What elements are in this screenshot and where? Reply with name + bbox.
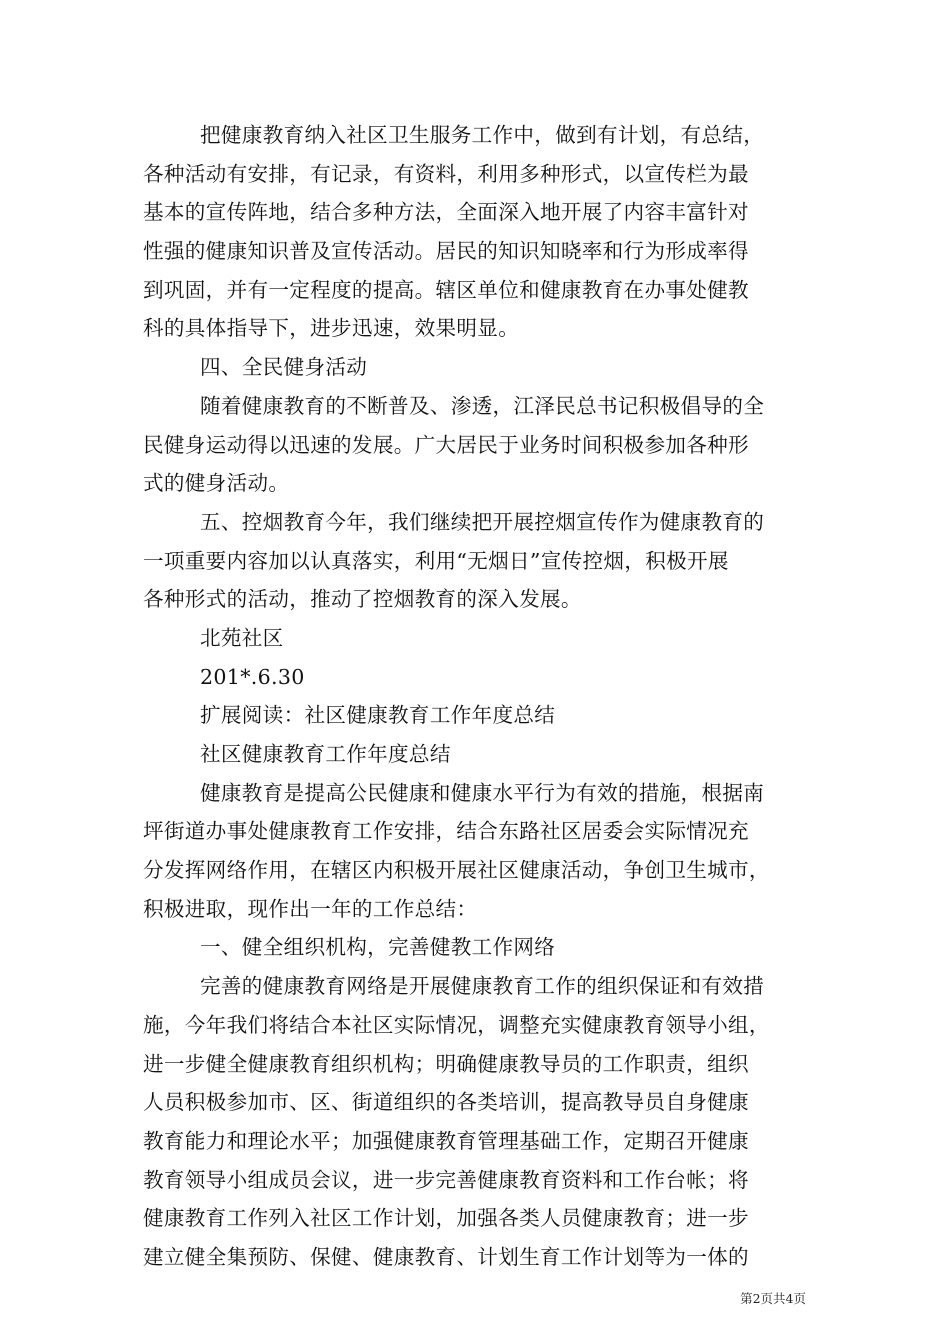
text-line: 进一步健全健康教育组织机构；明确健康教导员的工作职责，组织 xyxy=(143,1051,749,1076)
text-line: 一项重要内容加以认真落实，利用“无烟日”宣传控烟，积极开展 xyxy=(143,548,729,573)
document-body xyxy=(143,116,815,1277)
text-line: 五、控烟教育今年，我们继续把开展控烟宣传作为健康教育的 xyxy=(200,509,765,534)
text-line: 科的具体指导下，进步迅速，效果明显。 xyxy=(143,316,520,341)
text-line: 各种形式的活动，推动了控烟教育的深入发展。 xyxy=(143,587,582,612)
text-line: 完善的健康教育网络是开展健康教育工作的组织保证和有效措 xyxy=(200,974,765,999)
text-line: 式的健身活动。 xyxy=(143,471,290,496)
text-line: 健康教育是提高公民健康和健康水平行为有效的措施，根据南 xyxy=(200,780,765,805)
text-line: 把健康教育纳入社区卫生服务工作中，做到有计划，有总结， xyxy=(200,123,765,147)
text-line: 教育能力和理论水平；加强健康教育管理基础工作，定期召开健康 xyxy=(143,1128,749,1153)
text-line: 四、全民健身活动 xyxy=(200,355,368,380)
text-line: 健康教育工作列入社区工作计划，加强各类人员健康教育；进一步 xyxy=(143,1206,749,1231)
text-line: 教育领导小组成员会议，进一步完善健康教育资料和工作台帐；将 xyxy=(143,1167,749,1192)
text-line: 分发挥网络作用，在辖区内积极开展社区健康活动，争创卫生城市， xyxy=(143,858,770,883)
text-line: 性强的健康知识普及宣传活动。居民的知识知晓率和行为形成率得 xyxy=(143,239,749,264)
text-line: 各种活动有安排，有记录，有资料，利用多种形式，以宣传栏为最 xyxy=(143,161,749,186)
text-line: 扩展阅读：社区健康教育工作年度总结 xyxy=(200,703,556,728)
text-line: 到巩固，并有一定程度的提高。辖区单位和健康教育在办事处健教 xyxy=(143,277,749,302)
text-line: 北苑社区 xyxy=(200,625,284,650)
page-number-footer: 第2页共4页 xyxy=(740,1291,806,1306)
text-line: 坪街道办事处健康教育工作安排，结合东路社区居委会实际情况充 xyxy=(143,819,749,844)
text-line: 随着健康教育的不断普及、渗透，江泽民总书记积极倡导的全 xyxy=(200,393,765,418)
text-line: 民健身运动得以迅速的发展。广大居民于业务时间积极参加各种形 xyxy=(143,432,749,457)
text-line: 基本的宣传阵地，结合多种方法，全面深入地开展了内容丰富针对 xyxy=(143,200,749,225)
text-line: 201*.6.30 xyxy=(200,664,305,689)
text-line: 积极进取，现作出一年的工作总结： xyxy=(143,896,478,921)
text-line: 建立健全集预防、保健、健康教育、计划生育工作计划等为一体的 xyxy=(143,1244,749,1269)
text-line: 社区健康教育工作年度总结 xyxy=(200,742,451,766)
text-line: 施，今年我们将结合本社区实际情况，调整充实健康教育领导小组， xyxy=(143,1012,770,1037)
text-line: 一、健全组织机构，完善健教工作网络 xyxy=(200,935,556,960)
text-line: 人员积极参加市、区、街道组织的各类培训，提高教导员自身健康 xyxy=(143,1090,749,1115)
